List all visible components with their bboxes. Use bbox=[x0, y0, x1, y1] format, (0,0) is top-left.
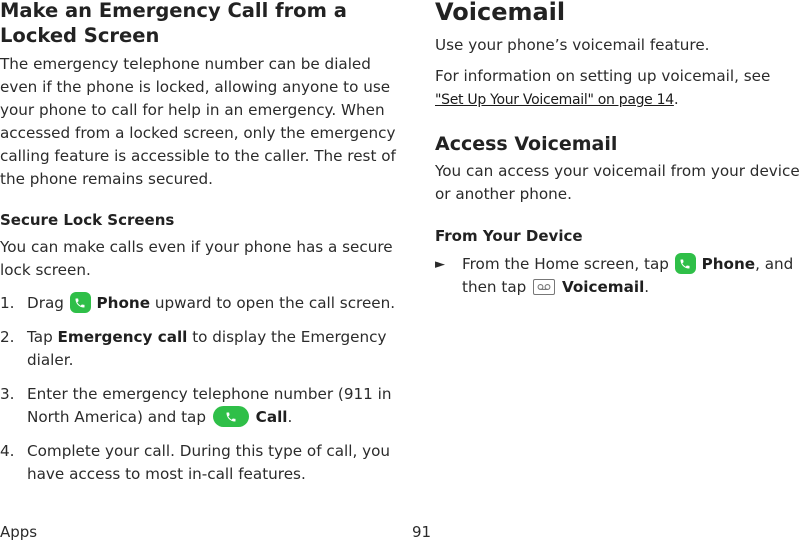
info-end: . bbox=[673, 90, 679, 108]
emergency-call-label: Emergency call bbox=[57, 328, 188, 346]
step-text: . bbox=[287, 408, 293, 426]
step-text: Tap bbox=[27, 328, 53, 346]
emergency-call-heading bbox=[0, 0, 408, 48]
call-label: Call bbox=[255, 408, 288, 426]
step-number: 3. bbox=[0, 385, 15, 403]
emergency-intro: The emergency telephone number can be dialed even if the phone is locked, allowing anyone to use your phone to call for help in an emergency. When accessed from a locked screen, only the emergency calling feature is accessible to the caller. The rest of the phone remains secured. bbox=[0, 55, 396, 188]
voicemail-heading: Voicemail bbox=[435, 0, 566, 26]
step-text: Drag bbox=[27, 294, 64, 312]
phone-icon bbox=[70, 292, 91, 313]
bullet-text: . bbox=[644, 278, 650, 296]
bullet-marker: ► bbox=[435, 257, 445, 272]
heading-line-2: Locked Screen bbox=[0, 24, 160, 47]
access-voicemail-text: You can access your voicemail from your device or another phone. bbox=[435, 162, 800, 203]
voicemail-label: Voicemail bbox=[561, 278, 645, 296]
phone-label: Phone bbox=[701, 255, 756, 273]
step-4 bbox=[0, 440, 408, 486]
access-voicemail-heading: Access Voicemail bbox=[435, 133, 618, 155]
step-text: Enter the emergency telephone number (911 in North America) and tap bbox=[27, 385, 392, 426]
step-number: 4. bbox=[0, 442, 15, 460]
secure-lock-heading: Secure Lock Screens bbox=[0, 211, 175, 229]
step-2 bbox=[0, 326, 408, 372]
page-number: 91 bbox=[412, 523, 432, 541]
heading-line-1: Make an Emergency Call from a bbox=[0, 0, 347, 22]
footer-section: Apps bbox=[0, 523, 38, 541]
right-column bbox=[435, 0, 808, 299]
voicemail-info bbox=[435, 65, 808, 112]
info-text: For information on setting up voicemail, see bbox=[435, 67, 771, 85]
bullet-text: , and then tap bbox=[462, 255, 794, 296]
bullet-text: From the Home screen, tap bbox=[462, 255, 669, 273]
voicemail-icon bbox=[533, 279, 555, 295]
left-column bbox=[0, 0, 408, 486]
call-icon bbox=[213, 406, 249, 427]
bullet-item bbox=[435, 253, 808, 299]
step-number: 2. bbox=[0, 328, 15, 346]
step-number: 1. bbox=[0, 294, 15, 312]
phone-label: Phone bbox=[96, 294, 151, 312]
step-text: to display the Emergency dialer. bbox=[27, 328, 387, 369]
from-device-heading: From Your Device bbox=[435, 227, 583, 245]
phone-icon bbox=[675, 253, 696, 274]
step-3 bbox=[0, 383, 408, 429]
step-1 bbox=[0, 292, 408, 315]
step-text: Complete your call. During this type of call, you have access to most in-call features. bbox=[27, 442, 391, 483]
setup-voicemail-link[interactable]: "Set Up Your Voicemail" on page 14 bbox=[435, 92, 674, 108]
step-text: upward to open the call screen. bbox=[154, 294, 396, 312]
secure-lock-text: You can make calls even if your phone has a secure lock screen. bbox=[0, 238, 393, 279]
voicemail-intro: Use your phone’s voicemail feature. bbox=[435, 36, 710, 54]
